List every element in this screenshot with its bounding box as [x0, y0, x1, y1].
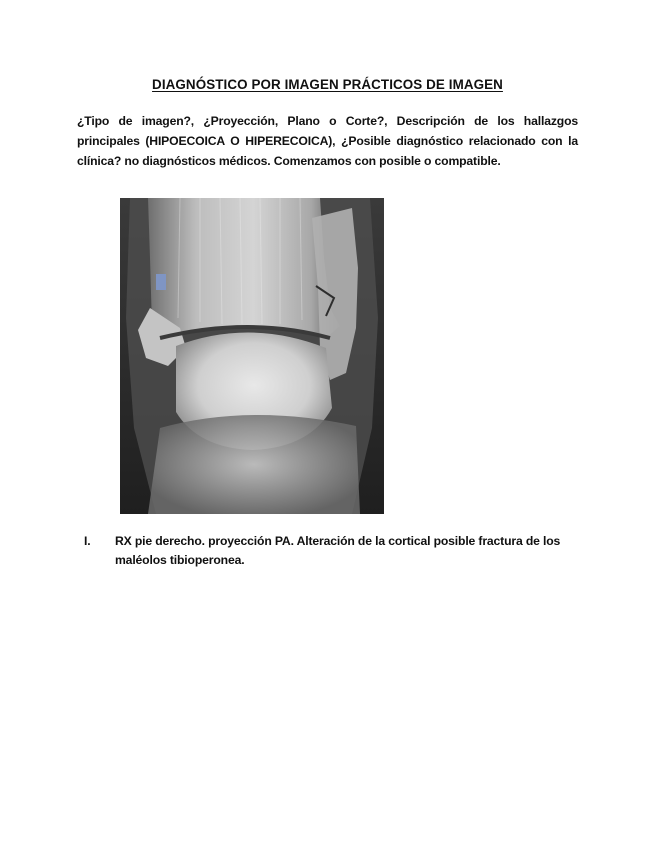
finding-item: [84, 532, 584, 570]
xray-marker: [156, 274, 166, 290]
finding-text: RX pie derecho. proyección PA. Alteración de la cortical posible fractura de los maléolos tibioperonea.: [115, 534, 561, 567]
calcaneus-bone: [148, 415, 360, 514]
finding-marker: I.: [84, 534, 91, 548]
page-title: DIAGNÓSTICO POR IMAGEN PRÁCTICOS DE IMAGEN: [152, 77, 503, 92]
xray-image: [120, 198, 384, 514]
tibia-bone: [148, 198, 340, 338]
findings-list: [84, 532, 584, 570]
instructions-paragraph: ¿Tipo de imagen?, ¿Proyección, Plano o Corte?, Descripción de los hallazgos principales (HIPOECOICA O HIPERECOICA), ¿Posible diagnóstico relacionado con la clínica? no diagnósticos médicos. Comenzamos con posible o compatible.: [77, 114, 578, 168]
